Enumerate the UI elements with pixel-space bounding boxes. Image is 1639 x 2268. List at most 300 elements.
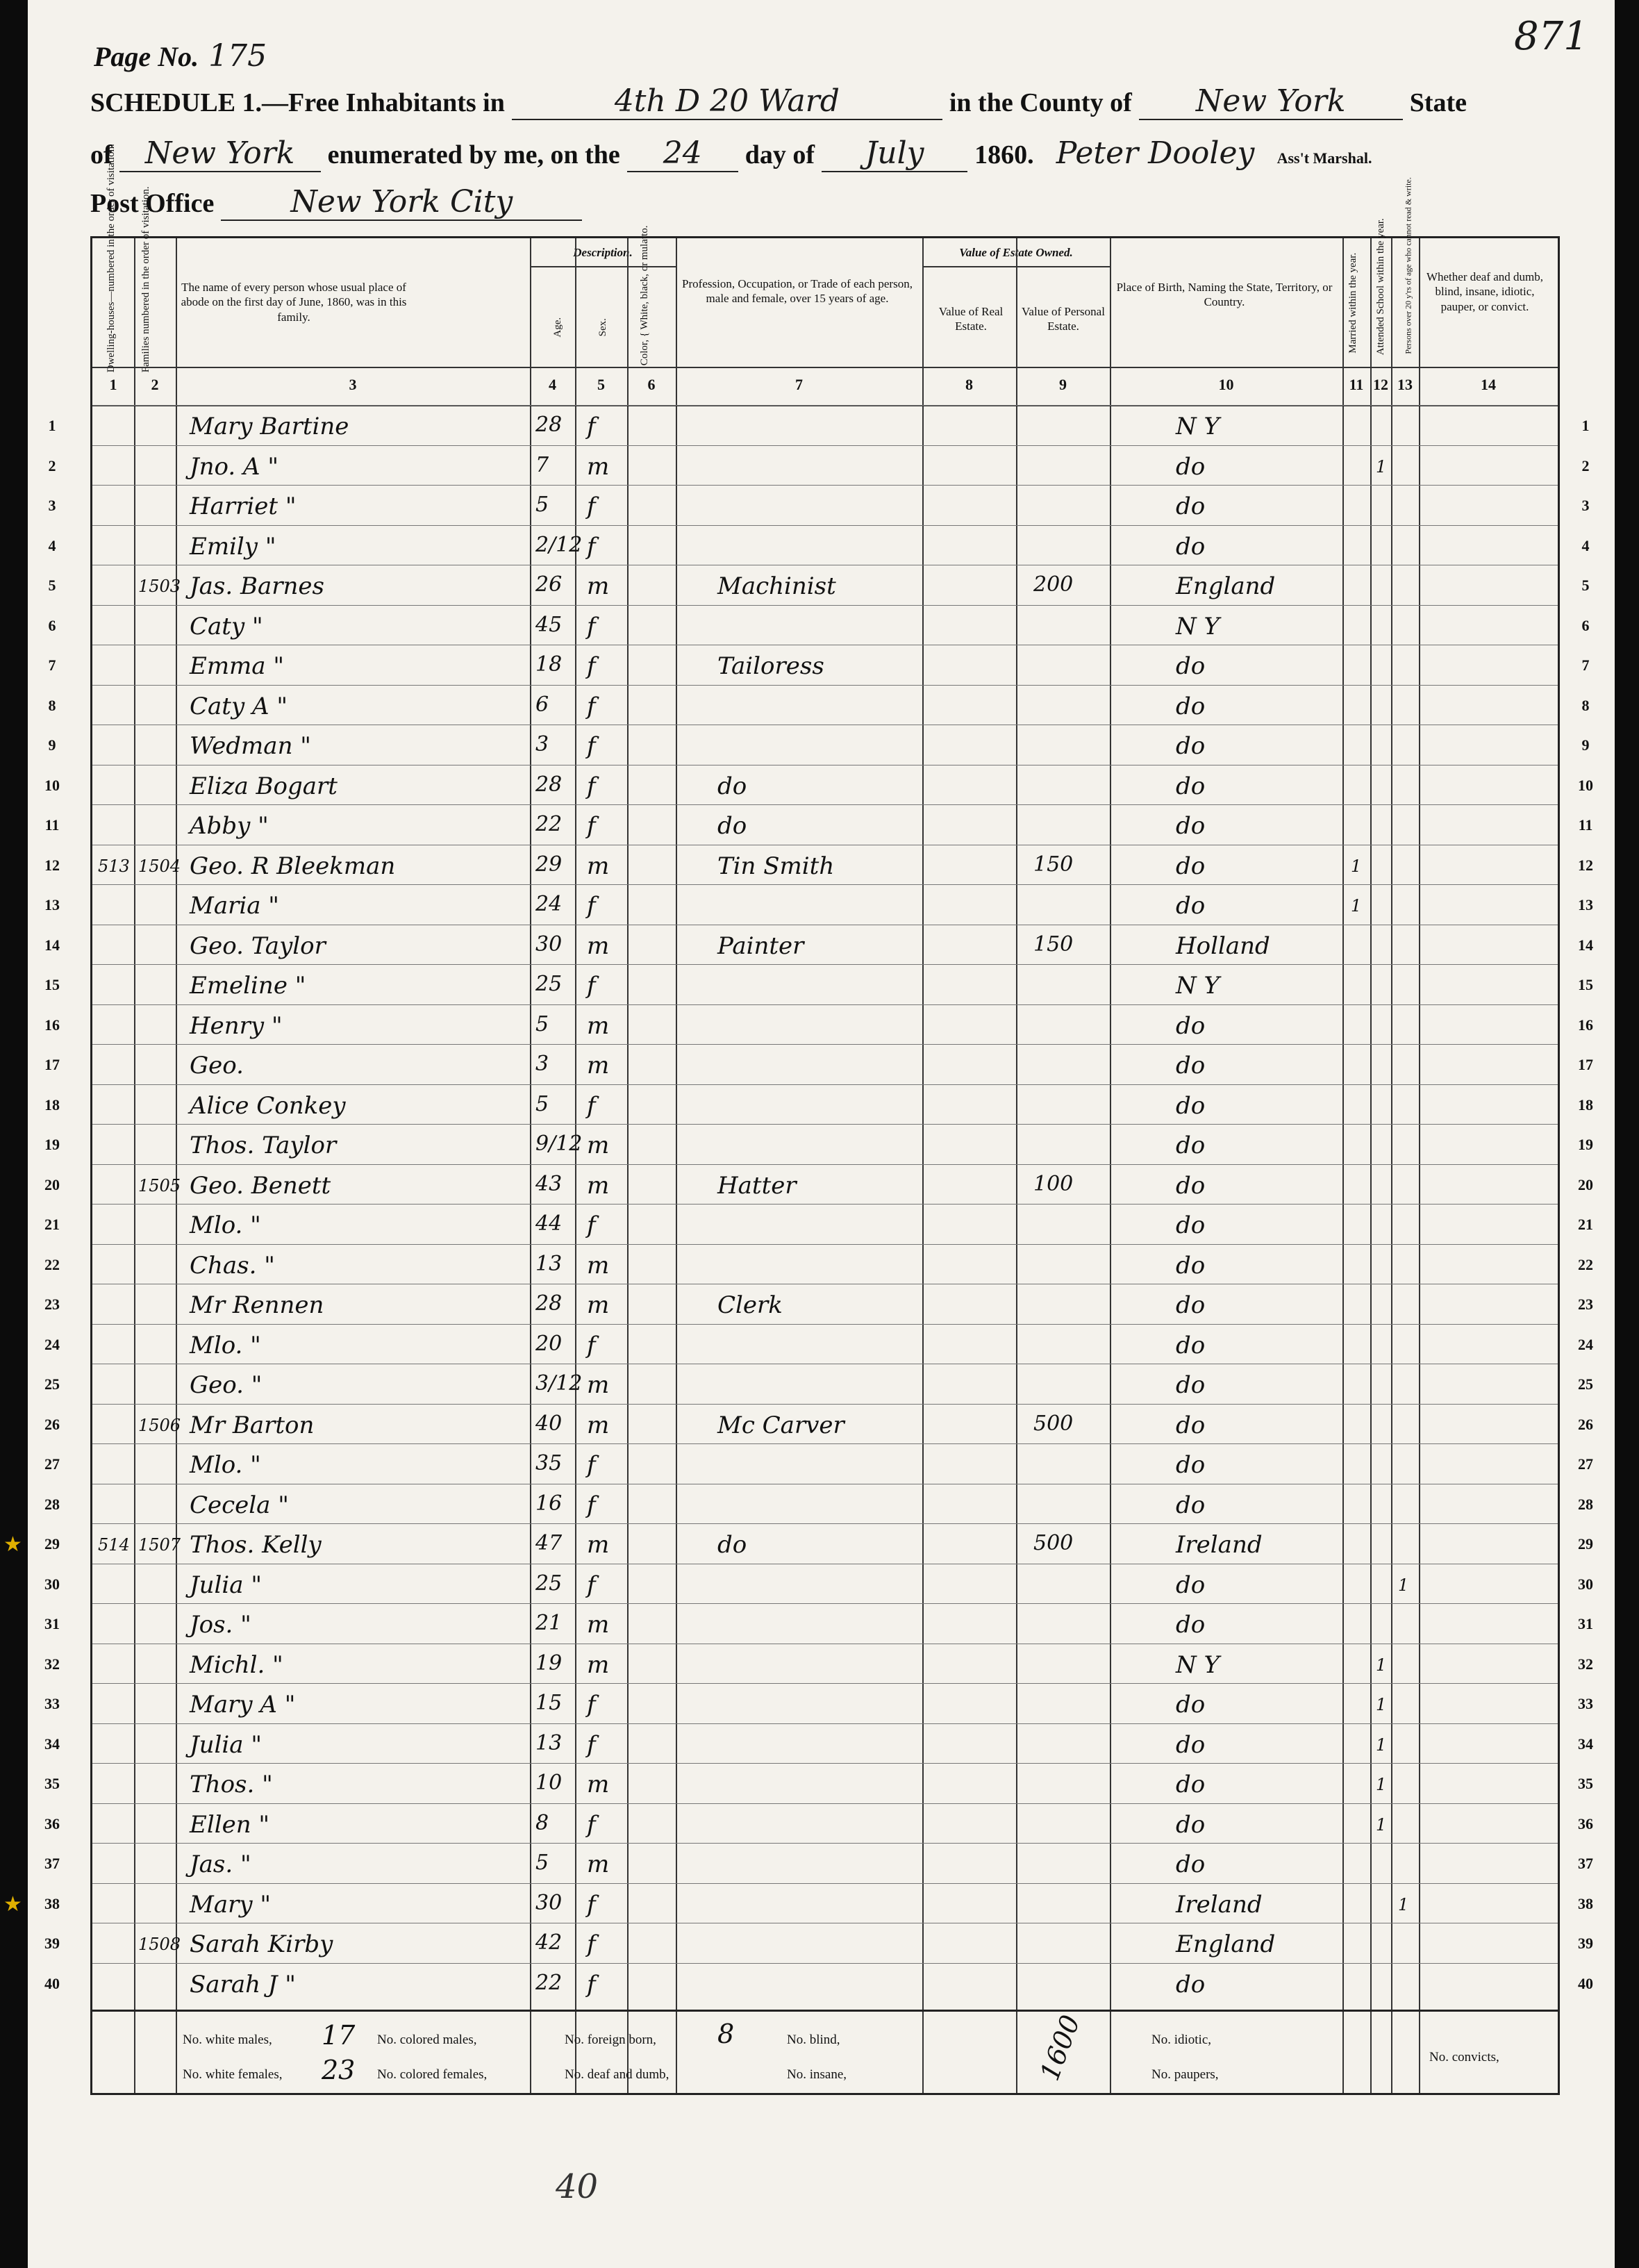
school-mark: 1	[1376, 1775, 1387, 1794]
line-number-right: 11	[1578, 816, 1593, 834]
age: 44	[535, 1211, 563, 1236]
school-mark: 1	[1376, 1655, 1387, 1675]
line-number-right: 1	[1581, 417, 1590, 434]
line-number-right: 3	[1581, 497, 1590, 514]
month-field: July	[822, 135, 967, 172]
header-real-estate: Value of Real Estate.	[938, 305, 1004, 333]
line-number-right: 25	[1578, 1375, 1593, 1393]
line-number-right: 16	[1578, 1016, 1593, 1034]
sex: f	[587, 972, 596, 1000]
age: 13	[535, 1251, 563, 1276]
age: 47	[535, 1531, 563, 1555]
school-mark: 1	[1376, 1695, 1387, 1714]
birthplace: do	[1176, 492, 1206, 520]
line-number-right: 34	[1578, 1735, 1593, 1753]
table-row	[44, 1204, 1593, 1245]
person-name: Julia "	[190, 1730, 262, 1759]
table-row	[48, 485, 1590, 526]
dwelling-number: 514	[98, 1535, 130, 1555]
line-number-right: 29	[1578, 1535, 1593, 1553]
age: 28	[535, 1291, 563, 1316]
table-row	[44, 964, 1593, 1005]
header-school: Attended School within the year.	[1374, 218, 1386, 356]
day-field: 24	[627, 135, 738, 172]
line-number-left: 10	[44, 776, 60, 794]
table-row	[44, 1963, 1593, 2004]
table-row	[48, 525, 1590, 566]
line-number-right: 28	[1578, 1495, 1593, 1513]
person-name: Caty "	[190, 612, 263, 640]
age: 5	[535, 492, 549, 517]
family-number: 1504	[138, 856, 181, 876]
birthplace: do	[1176, 852, 1206, 880]
table-row	[44, 1404, 1593, 1445]
sex: f	[587, 1491, 596, 1519]
line-number-left: 7	[48, 656, 56, 674]
illiterate-mark: 1	[1398, 1575, 1409, 1595]
table-row	[48, 605, 1590, 646]
header-occupation: Profession, Occupation, or Trade of each person, male and female, over 15 years of age.	[682, 277, 913, 306]
convicts-label: No. convicts,	[1429, 2050, 1499, 2064]
table-row	[3, 1883, 1593, 1924]
table-row	[44, 1284, 1593, 1325]
summary-footer	[92, 2010, 1558, 2093]
person-name: Sarah Kirby	[190, 1930, 333, 1958]
birthplace: N Y	[1176, 972, 1220, 1000]
header-age: Age.	[551, 317, 563, 338]
line-number-left: 15	[44, 976, 60, 993]
line-number-left: 17	[44, 1056, 60, 1073]
blind-label: No. blind,	[787, 2033, 840, 2047]
header-sex: Sex.	[597, 318, 608, 337]
line-number-left: 21	[44, 1216, 60, 1233]
line-number-left: 6	[48, 616, 56, 634]
table-row	[3, 1523, 1593, 1564]
illiterate-mark: 1	[1398, 1894, 1409, 1914]
sex: m	[587, 1611, 610, 1639]
age: 22	[535, 812, 563, 836]
line-number-right: 10	[1578, 776, 1593, 794]
birthplace: do	[1176, 1730, 1206, 1759]
birthplace: do	[1176, 1771, 1206, 1798]
person-name: Jas. "	[190, 1851, 251, 1878]
enumerated-label: enumerated by me, on the	[327, 140, 620, 169]
person-name: Geo. R Bleekman	[190, 852, 396, 880]
table-row	[44, 1084, 1593, 1125]
person-name: Ellen "	[190, 1810, 270, 1839]
line-number-left: 13	[44, 896, 60, 913]
birthplace: N Y	[1176, 1650, 1220, 1679]
state-label: State	[1409, 88, 1467, 117]
birthplace: do	[1176, 1611, 1206, 1639]
line-number-left: 28	[44, 1495, 60, 1513]
line-number-left: 11	[44, 816, 60, 834]
description-rule	[530, 266, 676, 267]
birthplace: do	[1176, 1251, 1206, 1280]
line-number-right: 22	[1578, 1255, 1593, 1273]
col-number: 1	[109, 376, 117, 393]
table-row	[44, 765, 1593, 806]
family-number: 1505	[138, 1175, 181, 1195]
sex: m	[587, 1171, 610, 1200]
post-office-line	[90, 184, 589, 221]
age: 15	[535, 1691, 563, 1715]
line-number-left: 23	[44, 1296, 60, 1313]
district-field: 4th D 20 Ward	[512, 83, 942, 120]
day-of-label: day of	[744, 140, 815, 169]
age: 21	[535, 1611, 563, 1635]
line-number-right: 40	[1578, 1974, 1593, 1992]
table-row	[44, 1564, 1593, 1605]
person-name: Abby "	[190, 812, 269, 840]
personal-estate: 500	[1033, 1411, 1074, 1436]
person-name: Sarah J "	[190, 1970, 296, 1998]
col-number: 9	[1059, 376, 1067, 393]
person-name: Mary Bartine	[190, 413, 349, 440]
birthplace: do	[1176, 892, 1206, 920]
table-row	[44, 1044, 1593, 1085]
sex: f	[587, 812, 596, 840]
table-row	[44, 1124, 1593, 1165]
sex: f	[587, 1810, 596, 1839]
header-estate: Value of Estate Owned.	[959, 246, 1073, 259]
birthplace: do	[1176, 1851, 1206, 1878]
line-number-right: 33	[1578, 1695, 1593, 1712]
col-number: 6	[647, 376, 656, 393]
person-name: Maria "	[190, 892, 279, 920]
married-mark: 1	[1351, 896, 1362, 916]
age: 8	[535, 1810, 549, 1835]
idiotic-label: No. idiotic,	[1151, 2033, 1212, 2047]
sex: m	[587, 1251, 610, 1280]
birthplace: Holland	[1176, 932, 1270, 960]
age: 30	[535, 932, 563, 957]
sex: m	[587, 1132, 610, 1159]
header-color: Color, { White, black, or mulatto.	[638, 225, 650, 366]
table-row	[44, 1843, 1593, 1884]
table-row	[44, 1484, 1593, 1525]
birthplace: England	[1176, 1930, 1276, 1958]
occupation: Mc Carver	[717, 1411, 845, 1439]
table-row	[44, 1644, 1593, 1685]
line-number-left: 35	[44, 1775, 60, 1792]
line-number-left: 2	[48, 456, 56, 474]
county-label: in the County of	[949, 88, 1132, 117]
estate-total: 1600	[1034, 2011, 1086, 2085]
person-name: Henry "	[190, 1011, 283, 1040]
foreign-born-label: No. foreign born,	[565, 2033, 656, 2047]
sex: f	[587, 1730, 596, 1759]
age: 5	[535, 1011, 549, 1036]
table-row	[48, 405, 1590, 446]
sex: f	[587, 492, 596, 520]
line-number-right: 36	[1578, 1814, 1593, 1832]
line-number-left: 19	[44, 1136, 60, 1153]
line-number-right: 24	[1578, 1335, 1593, 1353]
age: 3	[535, 732, 549, 756]
header-married: Married within the year.	[1347, 252, 1358, 354]
age: 18	[535, 652, 563, 677]
line-number-left: 32	[44, 1655, 60, 1673]
personal-estate: 200	[1033, 572, 1074, 597]
sex: f	[587, 892, 596, 920]
birthplace: Ireland	[1176, 1531, 1263, 1559]
age: 43	[535, 1171, 563, 1196]
county-field: New York	[1139, 83, 1403, 120]
person-name: Wedman "	[190, 732, 311, 760]
line-number-left: 16	[44, 1016, 60, 1034]
line-number-left: 12	[44, 856, 60, 874]
line-number-left: 30	[44, 1575, 60, 1593]
birthplace: do	[1176, 1011, 1206, 1040]
line-number-left: 25	[44, 1375, 60, 1393]
occupation: Painter	[717, 932, 804, 960]
person-name: Mlo. "	[190, 1451, 261, 1479]
table-row	[44, 1004, 1593, 1045]
sex: m	[587, 1052, 610, 1079]
person-name: Geo.	[190, 1052, 244, 1079]
white-females-label: No. white females,	[183, 2067, 283, 2082]
line-number-right: 30	[1578, 1575, 1593, 1593]
family-number: 1507	[138, 1535, 181, 1555]
sex: f	[587, 1571, 596, 1599]
person-name: Emma "	[190, 652, 285, 680]
personal-estate: 100	[1033, 1171, 1074, 1196]
birthplace: do	[1176, 732, 1206, 760]
person-name: Chas. "	[190, 1251, 275, 1280]
occupation: Tailoress	[717, 652, 824, 680]
star-icon: ★	[3, 1533, 22, 1556]
table-row	[44, 1244, 1593, 1285]
col-number: 3	[349, 376, 357, 393]
table-row	[48, 725, 1590, 765]
corner-number: 871	[1514, 14, 1588, 59]
age: 19	[535, 1650, 563, 1675]
line-number-left: 40	[44, 1974, 60, 1992]
person-name: Geo. Benett	[190, 1171, 331, 1200]
colored-females-label: No. colored females,	[377, 2067, 488, 2082]
birthplace: do	[1176, 1451, 1206, 1479]
occupation: Tin Smith	[717, 852, 835, 880]
person-name: Geo. Taylor	[190, 932, 326, 960]
sex: m	[587, 1411, 610, 1439]
white-males-label: No. white males,	[183, 2033, 272, 2047]
line-number-right: 8	[1581, 696, 1590, 714]
birthplace: do	[1176, 1211, 1206, 1239]
page-number: 175	[208, 38, 267, 74]
sex: m	[587, 1771, 610, 1798]
line-number-right: 23	[1578, 1296, 1593, 1313]
line-number-left: 1	[48, 417, 56, 434]
line-number-left: 9	[48, 736, 56, 754]
census-sheet	[3, 0, 1615, 2268]
line-number-left: 20	[44, 1175, 60, 1193]
table-row	[44, 1723, 1593, 1764]
sex: m	[587, 852, 610, 880]
post-office-label: Post Office	[90, 189, 215, 218]
birthplace: do	[1176, 1331, 1206, 1359]
age: 7	[535, 452, 549, 477]
birthplace: do	[1176, 1291, 1206, 1319]
line-number-right: 38	[1578, 1894, 1593, 1912]
personal-estate: 500	[1033, 1531, 1074, 1555]
school-mark: 1	[1376, 1814, 1387, 1835]
line-number-right: 35	[1578, 1775, 1593, 1792]
school-mark: 1	[1376, 456, 1387, 477]
paupers-label: No. paupers,	[1151, 2067, 1219, 2082]
table-row	[44, 1763, 1593, 1804]
col-number: 2	[151, 376, 159, 393]
star-icon: ★	[3, 1892, 22, 1916]
table-row	[44, 884, 1593, 925]
line-number-left: 38	[44, 1894, 60, 1912]
birthplace: do	[1176, 1970, 1206, 1998]
state-field: New York	[119, 135, 321, 172]
col-number: 11	[1349, 376, 1364, 393]
white-males-value: 17	[322, 2020, 356, 2051]
occupation: do	[717, 1531, 747, 1559]
line-number-right: 32	[1578, 1655, 1593, 1673]
person-name: Emily "	[190, 532, 276, 561]
age: 26	[535, 572, 563, 597]
person-name: Mlo. "	[190, 1211, 261, 1239]
page-label: Page No.	[94, 41, 199, 72]
line-number-left: 14	[44, 936, 60, 954]
birthplace: do	[1176, 1132, 1206, 1159]
line-number-right: 14	[1578, 936, 1593, 954]
birthplace: do	[1176, 1052, 1206, 1079]
age: 28	[535, 772, 563, 797]
of-label: of	[90, 140, 113, 169]
family-number: 1508	[138, 1935, 181, 1954]
line-number-left: 36	[44, 1814, 60, 1832]
age: 5	[535, 1851, 549, 1875]
sex: m	[587, 932, 610, 960]
sex: f	[587, 532, 596, 561]
line-number-left: 5	[48, 577, 56, 594]
birthplace: do	[1176, 1171, 1206, 1200]
person-name: Michl. "	[190, 1650, 283, 1679]
line-number-right: 21	[1578, 1216, 1593, 1233]
sex: f	[587, 1451, 596, 1479]
line-number-left: 18	[44, 1095, 60, 1114]
table-row	[48, 445, 1590, 486]
header-families: Families numbered in the order of visitation.	[140, 186, 151, 373]
sex: m	[587, 1291, 610, 1319]
col-number: 13	[1397, 376, 1413, 393]
sex: m	[587, 452, 610, 481]
col-number: 5	[597, 376, 605, 393]
line-number-right: 19	[1578, 1136, 1593, 1153]
sex: m	[587, 1650, 610, 1679]
person-name: Mr Barton	[190, 1411, 315, 1439]
person-name: Mary "	[190, 1890, 271, 1919]
age: 16	[535, 1491, 563, 1516]
dwelling-number: 513	[98, 856, 130, 876]
person-name: Jas. Barnes	[190, 572, 324, 600]
page-number-line	[94, 38, 267, 74]
birthplace: Ireland	[1176, 1890, 1263, 1919]
person-name: Thos. "	[190, 1771, 273, 1798]
line-number-right: 5	[1581, 577, 1590, 594]
age: 35	[535, 1451, 563, 1475]
age: 45	[535, 612, 563, 637]
age: 25	[535, 972, 563, 996]
line-number-right: 26	[1578, 1415, 1593, 1433]
line-number-right: 12	[1578, 856, 1593, 874]
line-number-right: 18	[1578, 1095, 1593, 1114]
line-number-right: 7	[1581, 656, 1590, 674]
col-number: 14	[1481, 376, 1496, 393]
line-number-right: 2	[1581, 456, 1590, 474]
birthplace: do	[1176, 692, 1206, 720]
birthplace: N Y	[1176, 612, 1220, 640]
header-disability: Whether deaf and dumb, blind, insane, idiotic, pauper, or convict.	[1426, 270, 1544, 313]
age: 3	[535, 1052, 549, 1076]
table-row	[44, 1324, 1593, 1365]
sex: m	[587, 1531, 610, 1559]
family-number: 1506	[138, 1415, 181, 1435]
occupation: Hatter	[717, 1171, 797, 1200]
school-mark: 1	[1376, 1735, 1387, 1755]
occupation: do	[717, 812, 747, 840]
occupation: Machinist	[717, 572, 836, 600]
header-name: The name of every person whose usual place of abode on the first day of June, 1860, was in this family.	[181, 281, 407, 324]
person-name: Thos. Taylor	[190, 1132, 337, 1159]
schedule-line	[90, 83, 1467, 120]
sex: m	[587, 1851, 610, 1878]
table-row	[48, 645, 1590, 686]
person-name: Harriet "	[190, 492, 297, 520]
header-dwelling: Dwelling-houses—numbered in the order of visitation.	[105, 144, 117, 373]
age: 5	[535, 1091, 549, 1116]
line-number-left: 4	[48, 536, 56, 554]
table-row	[44, 1803, 1593, 1844]
col-number: 4	[549, 376, 556, 393]
birthplace: do	[1176, 1491, 1206, 1519]
age: 29	[535, 852, 563, 877]
col-number: 10	[1218, 376, 1234, 393]
table-row	[44, 845, 1593, 886]
year-label: 1860.	[974, 140, 1034, 169]
sex: f	[587, 1691, 596, 1719]
line-number-left: 3	[48, 497, 56, 514]
schedule-label: SCHEDULE 1.—Free Inhabitants in	[90, 88, 505, 117]
birthplace: do	[1176, 772, 1206, 800]
line-number-right: 31	[1578, 1615, 1593, 1632]
married-mark: 1	[1351, 856, 1362, 876]
line-number-right: 39	[1578, 1935, 1593, 1952]
person-name: Alice Conkey	[190, 1091, 346, 1120]
line-number-right: 4	[1581, 536, 1590, 554]
sex: f	[587, 1970, 596, 1998]
table-row	[44, 1443, 1593, 1484]
sex: f	[587, 772, 596, 800]
age: 24	[535, 892, 563, 916]
line-number-right: 13	[1578, 896, 1593, 913]
birthplace: England	[1176, 572, 1276, 600]
header-birthplace: Place of Birth, Naming the State, Territory, or Country.	[1116, 281, 1333, 309]
sex: f	[587, 692, 596, 720]
birthplace: do	[1176, 452, 1206, 481]
age: 20	[535, 1331, 563, 1356]
table-row	[44, 1364, 1593, 1405]
deaf-dumb-label: No. deaf and dumb,	[565, 2067, 669, 2082]
colored-males-label: No. colored males,	[377, 2033, 477, 2047]
line-number-left: 24	[44, 1335, 60, 1353]
table-row	[44, 1164, 1593, 1205]
line-number-left: 37	[44, 1855, 60, 1872]
